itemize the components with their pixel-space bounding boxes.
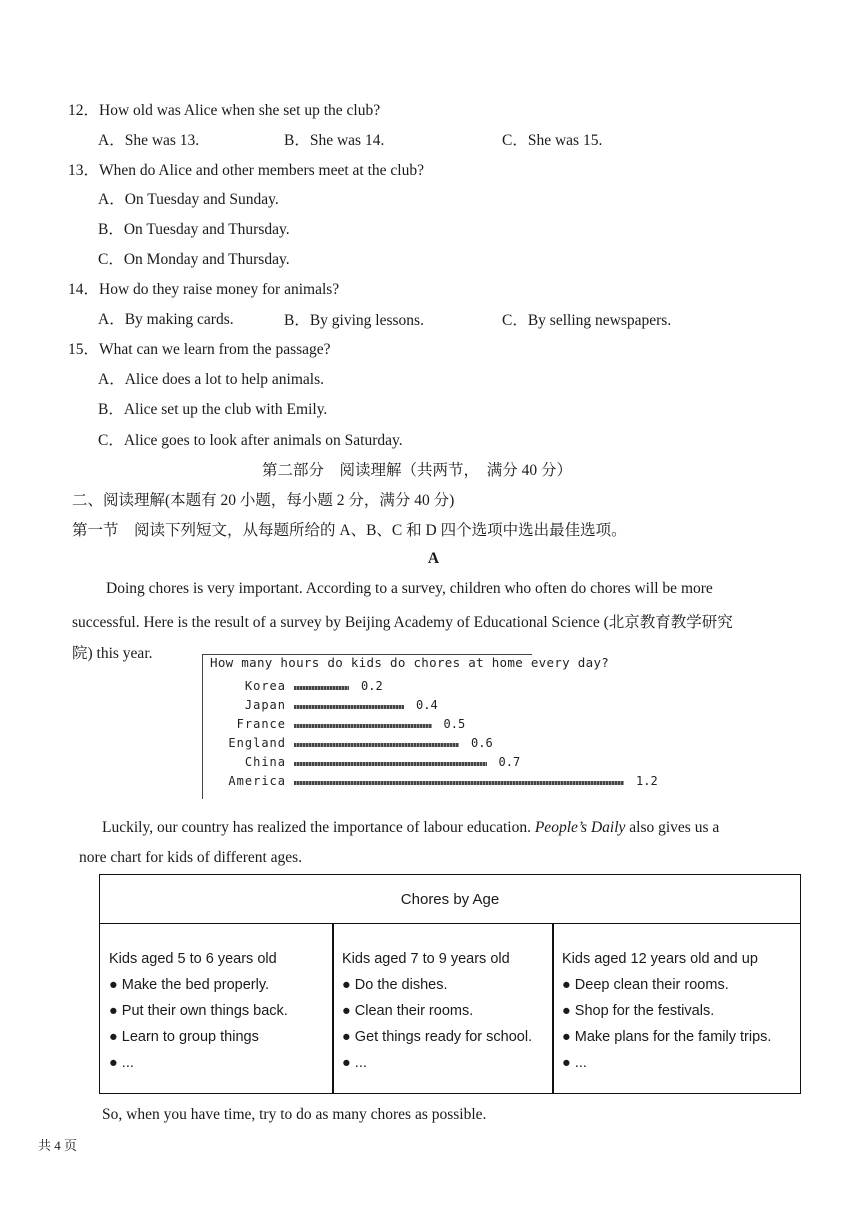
list-item: ● Get things ready for school. [342,1029,533,1045]
question-14-stem: 14．How do they raise money for animals? [68,281,340,298]
chart-bar [294,705,404,709]
passage-closing: So, when you have time, try to do as many chores as possible. [102,1106,487,1123]
chart-value-label: 0.7 [498,755,521,769]
question-13-stem: 13．When do Alice and other members meet at the club? [68,162,424,179]
chart-category-label: China [244,755,286,769]
question-15-option-a: A．Alice does a lot to help animals. [98,371,324,388]
chart-bar [294,724,432,728]
chores-hours-chart [200,652,670,804]
list-item: ● Clean their rooms. [342,1003,474,1019]
newspaper-name: People’s Daily [534,819,626,836]
chart-bar [294,686,349,690]
question-12-option-c: C．She was 15. [502,132,603,149]
chart-category-label: Korea [244,679,286,693]
chart-category-label: France [236,717,286,731]
list-item: ● ... [562,1055,587,1071]
table-column-12-up [553,924,799,1093]
question-12-option-a: A．She was 13. [98,132,200,149]
list-item: ● Put their own things back. [109,1003,288,1019]
chart-title: How many hours do kids do chores at home every day? [210,655,610,670]
column-header: Kids aged 12 years old and up [562,951,758,967]
list-item: ● Learn to group things [109,1029,259,1045]
list-item: ● Shop for the festivals. [562,1003,715,1019]
chart-value-label: 0.4 [416,698,438,712]
question-12-option-b: B．She was 14. [284,132,385,149]
chart-category-label: Japan [244,698,286,712]
list-item: ● Make plans for the family trips. [562,1029,772,1045]
passage-p1-line1: Doing chores is very important. According to a survey, children who often do chores will be more [106,580,713,597]
question-13-option-b: B．On Tuesday and Thursday. [98,221,290,238]
passage-letter: A [427,550,440,567]
chart-category-label: America [228,774,286,788]
table-column-5-6 [100,924,332,1093]
question-14-option-a: A．By making cards. [98,311,234,328]
question-15-option-b: B．Alice set up the club with Emily. [98,401,328,418]
chart-category-label: England [228,736,286,750]
question-13-option-a: A．On Tuesday and Sunday. [98,191,279,208]
question-14-option-c: C．By selling newspapers. [502,312,672,329]
table-column-7-9 [333,924,553,1093]
question-15-stem: 15．What can we learn from the passage? [68,341,331,358]
chart-value-label: 0.6 [471,736,493,750]
section-instruction: 第一节 阅读下列短文，从每题所给的 A、B、C 和 D 四个选项中选出最佳选项。 [72,522,627,539]
column-header: Kids aged 7 to 9 years old [342,951,510,967]
question-13-option-c: C．On Monday and Thursday. [98,251,290,268]
list-item: ● Deep clean their rooms. [562,977,729,993]
part-title: 第二部分 阅读理解（共两节， 满分 40 分） [262,462,573,479]
chart-bar [294,781,624,785]
chart-value-label: 0.2 [361,679,383,693]
chart-value-label: 0.5 [443,717,466,731]
passage-p2-text-a: Luckily, our country has realized the importance of labour education. [102,819,535,836]
passage-p2-text-b: also gives us a [625,819,720,836]
list-item: ● ... [109,1055,134,1071]
chart-bar [294,762,487,766]
page-footer: 共 4 页 [38,1138,78,1153]
passage-p1-line2: successful. Here is the result of a survey by Beijing Academy of Educational Science (北京教育教学研究 [72,614,733,631]
question-15-option-c: C．Alice goes to look after animals on Saturday. [98,432,403,449]
chart-bar [294,743,459,747]
section-subtitle: 二、阅读理解(本题有 20 小题，每小题 2 分，满分 40 分) [72,492,455,509]
question-12-stem: 12．How old was Alice when she set up the club? [68,102,381,119]
passage-p1-line3: 院) this year. [72,645,153,662]
list-item: ● ... [342,1055,367,1071]
passage-p2-line1 [102,819,719,837]
chart-value-label: 1.2 [636,774,658,788]
list-item: ● Make the bed properly. [109,977,270,993]
column-header: Kids aged 5 to 6 years old [109,951,277,967]
passage-p2-line2: nore chart for kids of different ages. [79,849,303,866]
list-item: ● Do the dishes. [342,977,448,993]
chores-by-age-table [99,874,801,1094]
chart-left-border [202,654,203,799]
question-14-option-b: B．By giving lessons. [284,312,424,329]
table-title: Chores by Age [100,875,800,924]
